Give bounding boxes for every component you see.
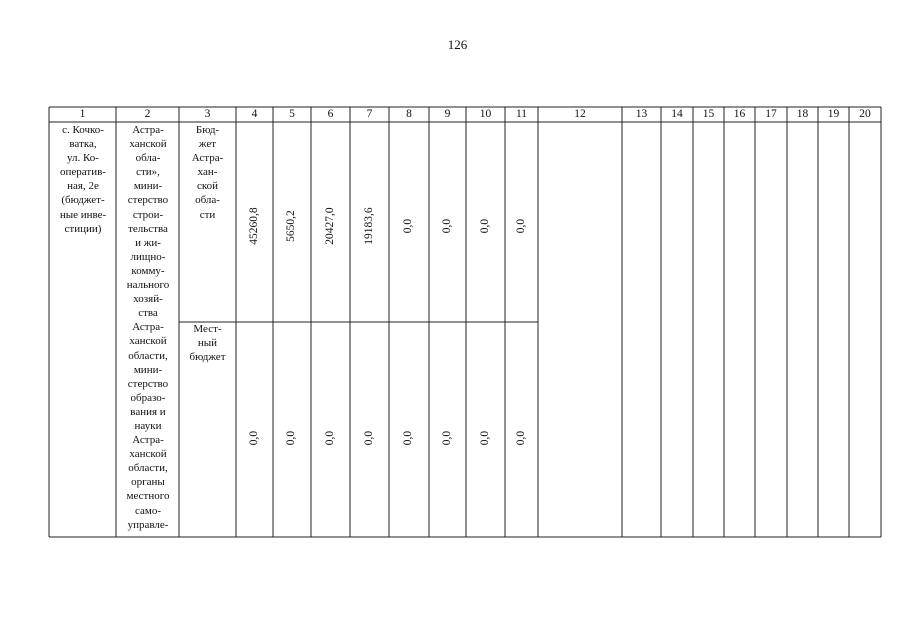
column-header-15: 15 — [702, 108, 715, 120]
value-cell-row1-col10: 0,0 — [478, 218, 491, 234]
column-header-9: 9 — [444, 108, 451, 120]
column-header-16: 16 — [733, 108, 746, 120]
column-header-6: 6 — [327, 108, 334, 120]
column-header-13: 13 — [635, 108, 648, 120]
value-cell-row2-col11: 0,0 — [514, 430, 527, 445]
column-header-12: 12 — [574, 108, 586, 120]
column-header-8: 8 — [406, 108, 412, 120]
value-cell-row2-col7: 0,0 — [362, 430, 375, 445]
column-header-17: 17 — [765, 108, 777, 120]
column-header-11: 11 — [515, 108, 528, 120]
value-cell-row2-col10: 0,0 — [478, 430, 491, 445]
value-cell-row1-col6: 20427,0 — [323, 207, 336, 245]
column-header-3: 3 — [204, 108, 211, 120]
value-cell-row1-col11: 0,0 — [514, 218, 527, 234]
column-header-14: 14 — [671, 108, 683, 120]
value-cell-row2-col8: 0,0 — [402, 430, 414, 445]
column-header-1: 1 — [79, 108, 86, 120]
value-cell-row1-col4: 45260,8 — [247, 207, 260, 245]
column-header-7: 7 — [366, 108, 373, 120]
column-header-2: 2 — [144, 108, 151, 120]
value-cell-row1-col9: 0,0 — [440, 218, 453, 234]
value-cell-row2-col4: 0,0 — [247, 430, 260, 445]
source-cell-local: Мест- ный бюджет — [189, 323, 226, 364]
page-number: 126 — [447, 37, 468, 52]
column-header-18: 18 — [796, 108, 809, 120]
column-1-cell: с. Кочко- ватка, ул. Ко- оператив- ная, 2е (бюджет- ные инве- стиции) — [59, 124, 107, 235]
column-header-10: 10 — [479, 108, 492, 120]
column-header-4: 4 — [251, 108, 258, 120]
value-cell-row2-col9: 0,0 — [440, 430, 453, 445]
value-cell-row1-col5: 5650,2 — [285, 210, 297, 242]
column-header-20: 20 — [859, 108, 871, 120]
value-cell-row2-col6: 0,0 — [323, 430, 336, 445]
column-header-5: 5 — [289, 108, 295, 120]
value-cell-row1-col7: 19183,6 — [362, 207, 375, 245]
column-2-cell: Астра- ханской обла- сти», мини- стерство строи- тельства и жи- лищно- комму- нального хозяй- ства Астра- ханской области, мини- стерство образо- вания и науки Астра- ханской области, органы местного само- управле- — [126, 124, 170, 531]
value-cell-row1-col8: 0,0 — [402, 218, 414, 234]
column-header-19: 19 — [827, 108, 840, 120]
value-cell-row2-col5: 0,0 — [285, 430, 297, 445]
source-cell-regional: Бюд- жет Астра- хан- ской обла- сти — [191, 124, 224, 221]
